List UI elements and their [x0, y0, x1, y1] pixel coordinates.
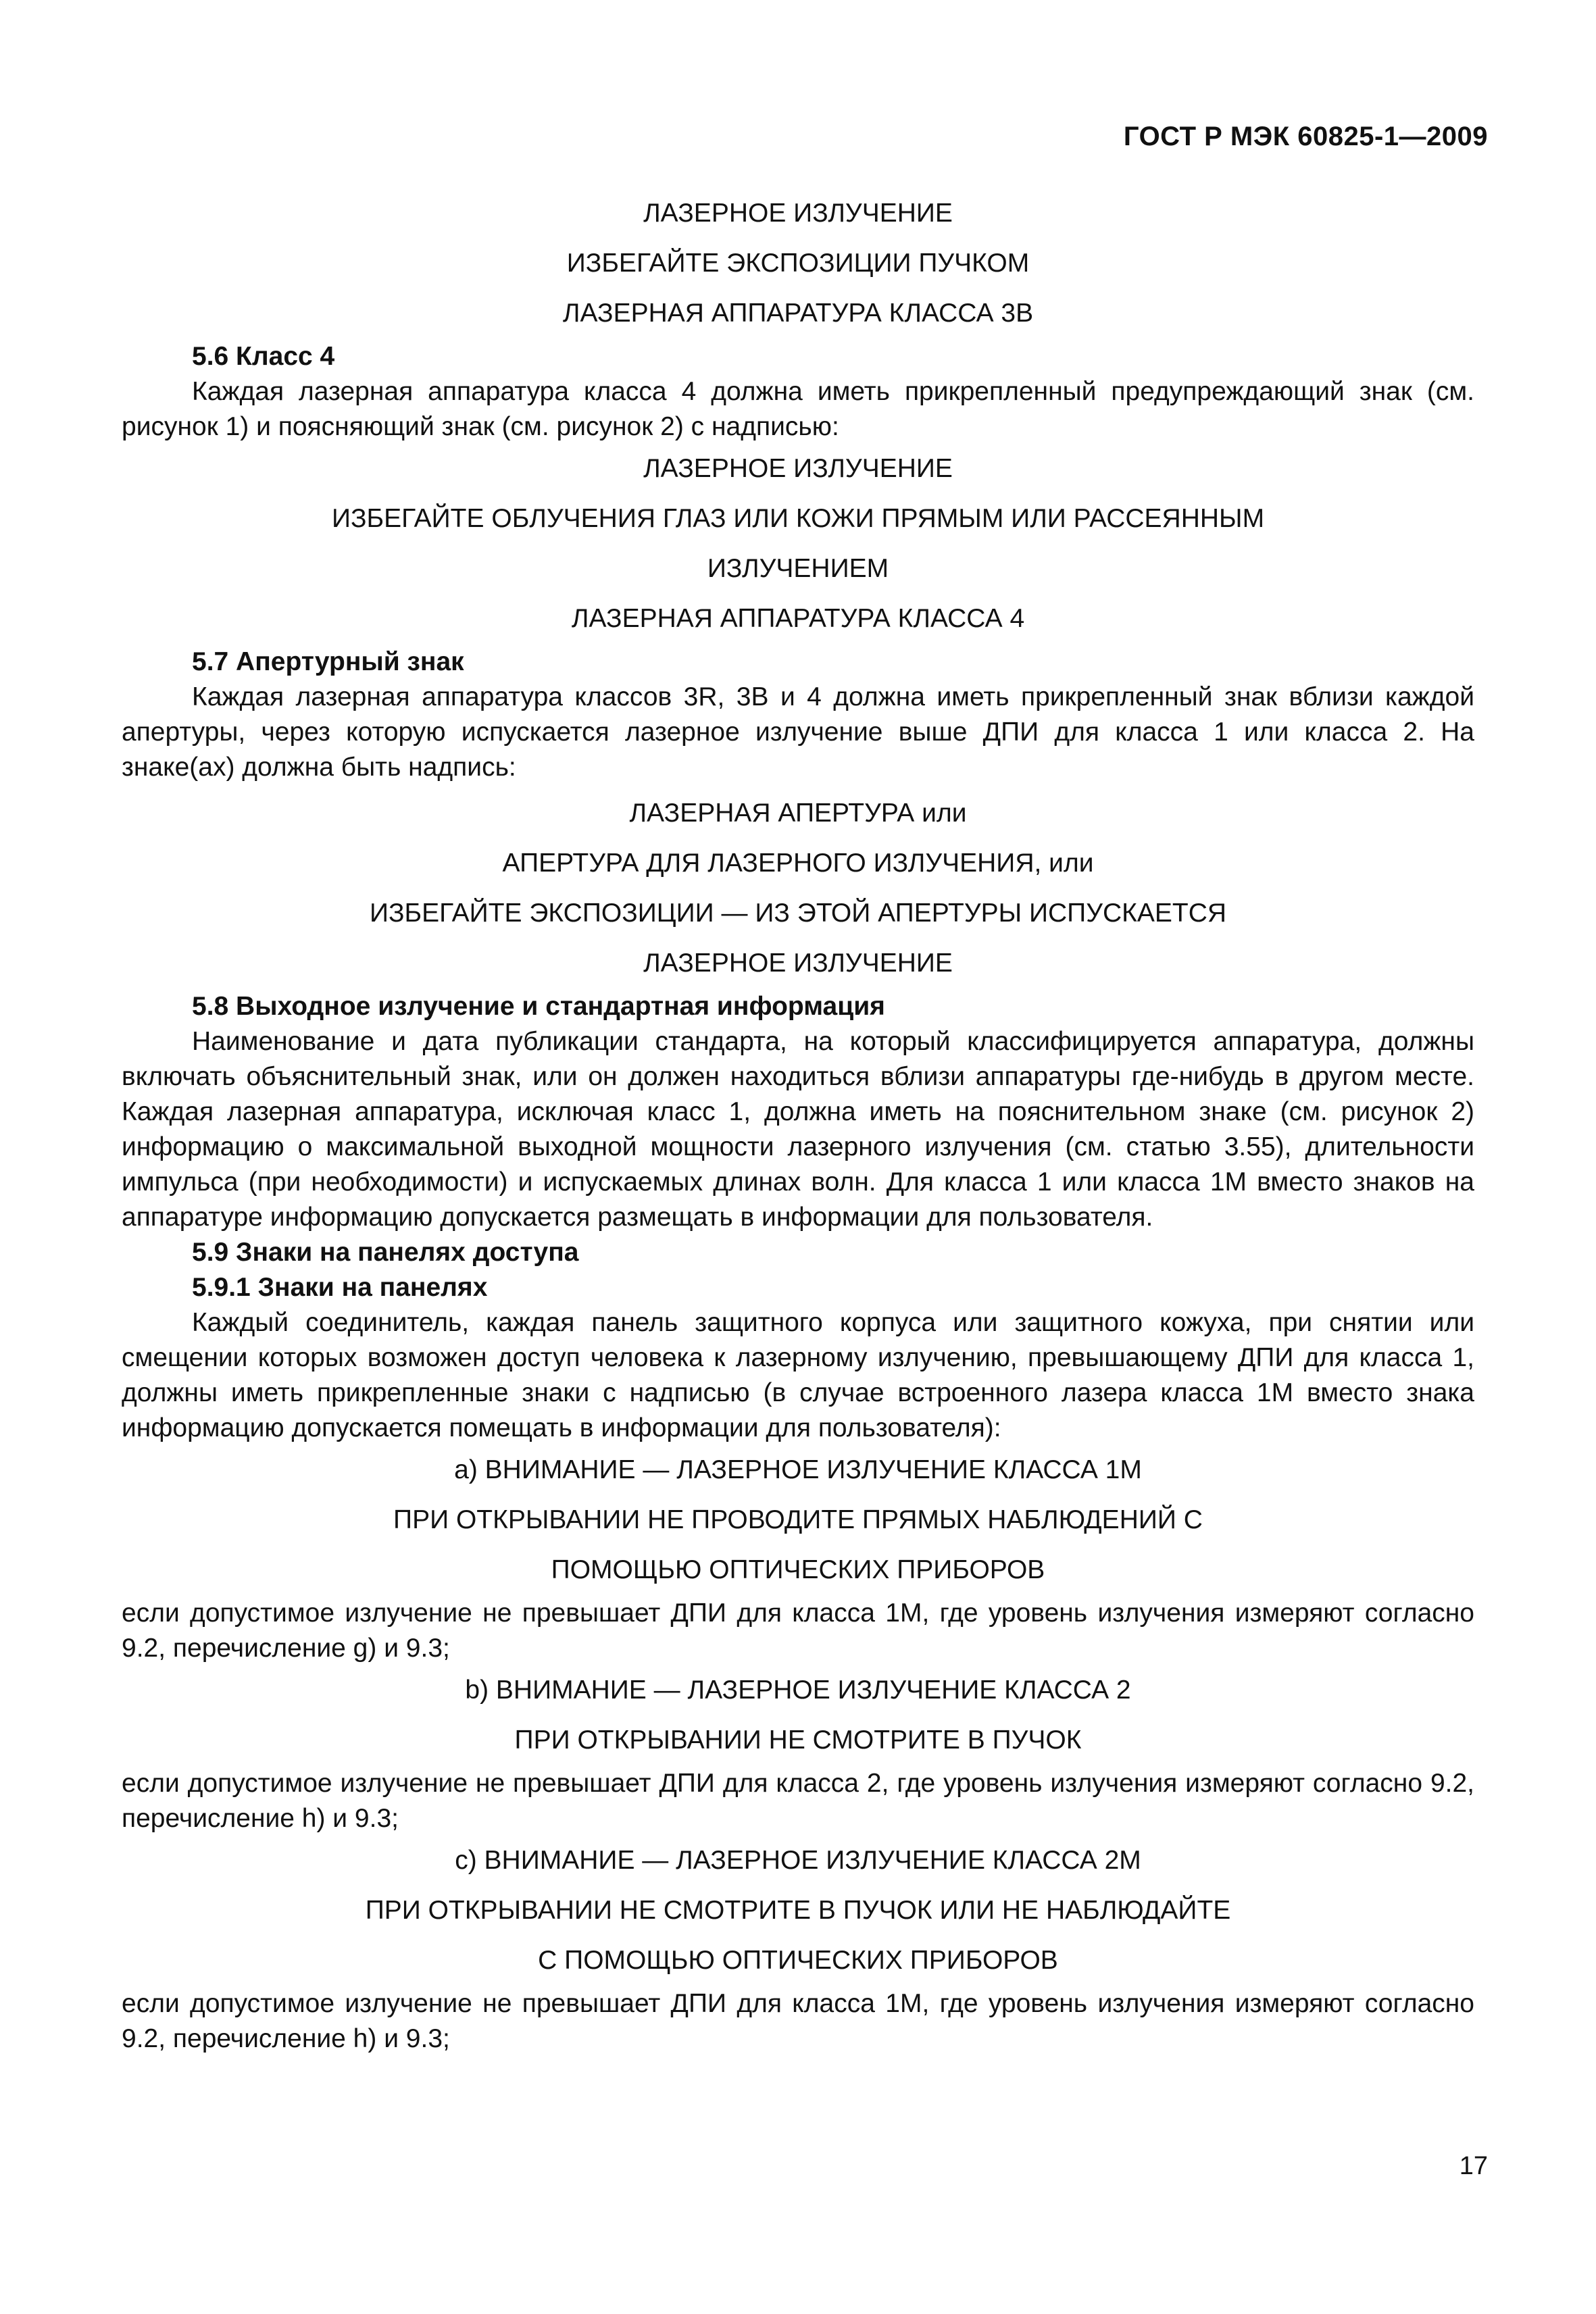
section-heading-5-8: 5.8 Выходное излучение и стандартная информация [192, 992, 885, 1021]
paragraph: Каждая лазерная аппаратура класса 4 должна иметь прикрепленный предупреждающий знак (см. рисунок 1) и поясняющий знак (см. рисунок 2) с надписью: [122, 377, 1474, 441]
sign-line: c) ВНИМАНИЕ — ЛАЗЕРНОЕ ИЗЛУЧЕНИЕ КЛАССА 2М [455, 1846, 1141, 1875]
sign-line: ПОМОЩЬЮ ОПТИЧЕСКИХ ПРИБОРОВ [551, 1555, 1045, 1584]
section-heading-5-9: 5.9 Знаки на панелях доступа [192, 1238, 579, 1267]
section-heading-5-9-1: 5.9.1 Знаки на панелях [192, 1273, 488, 1302]
sign-line: ИЗБЕГАЙТЕ ЭКСПОЗИЦИИ — ИЗ ЭТОЙ АПЕРТУРЫ ИСПУСКАЕТСЯ [369, 899, 1227, 928]
sign-line: b) ВНИМАНИЕ — ЛАЗЕРНОЕ ИЗЛУЧЕНИЕ КЛАССА 2 [465, 1676, 1131, 1705]
section-heading-5-6: 5.6 Класс 4 [192, 342, 335, 371]
sign-line: ИЗБЕГАЙТЕ ЭКСПОЗИЦИИ ПУЧКОМ [566, 249, 1030, 278]
sign-line: ИЗЛУЧЕНИЕМ [707, 554, 889, 583]
sign-line: ПРИ ОТКРЫВАНИИ НЕ СМОТРИТЕ В ПУЧОК ИЛИ НЕ НАБЛЮДАЙТЕ [365, 1896, 1231, 1925]
sign-line: ЛАЗЕРНАЯ АППАРАТУРА КЛАССА 3В [562, 299, 1034, 328]
sign-line: ПРИ ОТКРЫВАНИИ НЕ СМОТРИТЕ В ПУЧОК [514, 1726, 1082, 1755]
sign-line: АПЕРТУРА ДЛЯ ЛАЗЕРНОГО ИЗЛУЧЕНИЯ, или [502, 849, 1094, 878]
sign-line: ЛАЗЕРНОЕ ИЗЛУЧЕНИЕ [643, 454, 953, 483]
sign-line: a) ВНИМАНИЕ — ЛАЗЕРНОЕ ИЗЛУЧЕНИЕ КЛАССА 1М [454, 1455, 1142, 1484]
sign-line: ИЗБЕГАЙТЕ ОБЛУЧЕНИЯ ГЛАЗ ИЛИ КОЖИ ПРЯМЫМ ИЛИ РАССЕЯННЫМ [331, 504, 1265, 533]
sign-line: ЛАЗЕРНОЕ ИЗЛУЧЕНИЕ [643, 949, 953, 978]
page-body [122, 196, 1474, 2057]
sign-line: ЛАЗЕРНАЯ АППАРАТУРА КЛАССА 4 [571, 604, 1025, 633]
paragraph: Наименование и дата публикации стандарта, на который классифицируется аппаратура, должны включать объяснительный знак, или он должен находиться вблизи аппаратуры где-нибудь в другом месте. Каждая лазерная аппаратура, исключая класс 1, должна иметь на пояснительном знаке (см. рисунок 2) информацию о максимальной выходной мощности лазерного излучения (см. статью 3.55), длительности импульса (при необходимости) и испускаемых длинах волн. Для класса 1 или класса 1М вместо знаков на аппаратуре информацию допускается размещать в информации для пользователя. [122, 1027, 1474, 1232]
paragraph: Каждый соединитель, каждая панель защитного корпуса или защитного кожуха, при снятии или смещении которых возможен доступ человека к лазерному излучению, превышающему ДПИ для класса 1, должны иметь прикрепленные знаки с надписью (в случае встроенного лазера класса 1М вместо знака информацию допускается помещать в информации для пользователя): [122, 1308, 1474, 1442]
item-note: если допустимое излучение не превышает ДПИ для класса 2, где уровень излучения измеряют согласно 9.2, перечисление h) и 9.3; [122, 1769, 1474, 1833]
item-note: если допустимое излучение не превышает ДПИ для класса 1М, где уровень излучения измеряют согласно 9.2, перечисление g) и 9.3; [122, 1599, 1474, 1663]
sign-line: ПРИ ОТКРЫВАНИИ НЕ ПРОВОДИТЕ ПРЯМЫХ НАБЛЮДЕНИЙ С [393, 1505, 1203, 1534]
sign-line: С ПОМОЩЬЮ ОПТИЧЕСКИХ ПРИБОРОВ [538, 1946, 1058, 1975]
item-note: если допустимое излучение не превышает ДПИ для класса 1М, где уровень излучения измеряют согласно 9.2, перечисление h) и 9.3; [122, 1989, 1474, 2053]
sign-line: ЛАЗЕРНАЯ АПЕРТУРА или [629, 799, 967, 828]
section-heading-5-7: 5.7 Апертурный знак [192, 647, 464, 676]
document-code-header: ГОСТ Р МЭК 60825-1—2009 [1123, 122, 1488, 151]
paragraph: Каждая лазерная аппаратура классов 3R, 3B и 4 должна иметь прикрепленный знак вблизи каждой апертуры, через которую испускается лазерное излучение выше ДПИ для класса 1 или класса 2. На знаке(ах) должна быть надпись: [122, 682, 1474, 782]
sign-line: ЛАЗЕРНОЕ ИЗЛУЧЕНИЕ [643, 199, 953, 228]
page-number: 17 [1459, 2152, 1488, 2180]
